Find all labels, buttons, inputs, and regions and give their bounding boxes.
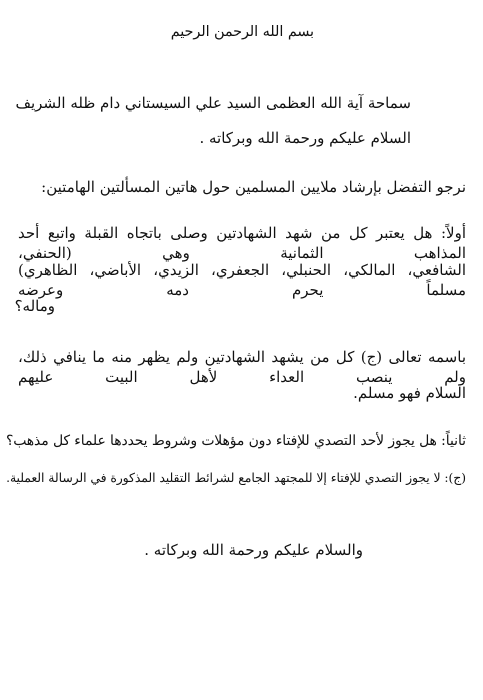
question-1-line-1: أولاً: هل يعتبر كل من شهد الشهادتين وصلى باتجاه القبلة واتبع أحد المذاهب الثمانية وهي (الحنفي،	[18, 224, 466, 262]
addressee: سماحة آية الله العظمى السيد علي السيستاني دام ظله الشريف	[15, 94, 411, 112]
closing: والسلام عليكم ورحمة الله وبركاته .	[144, 541, 363, 559]
basmala: بسم الله الرحمن الرحيم	[170, 24, 314, 40]
intro: نرجو التفضل بإرشاد ملايين المسلمين حول هاتين المسألتين الهامتين:	[41, 178, 466, 196]
question-2: ثانياً: هل يجوز لأحد التصدي للإفتاء دون مؤهلات وشروط يحددها علماء كل مذهب؟	[5, 433, 466, 449]
answer-1-line-1: باسمه تعالى (ج) كل من يشهد الشهادتين ولم يظهر منه ما ينافي ذلك، ولم ينصب العداء لأهل البيت عليهم	[18, 348, 466, 386]
answer-2: (ج): لا يجوز التصدي للإفتاء إلا للمجتهد الجامع لشرائط التقليد المذكورة في الرسالة العملية.	[6, 471, 466, 485]
greeting: السلام عليكم ورحمة الله وبركاته .	[199, 129, 411, 147]
question-1-line-2: الشافعي، المالكي، الحنبلي، الجعفري، الزيدي، الأباضي، الظاهري) مسلماً يحرم دمه وعرضه	[18, 261, 466, 299]
answer-1-line-2: السلام فهو مسلم.	[353, 384, 466, 402]
question-1-line-3: وماله؟	[14, 297, 55, 315]
